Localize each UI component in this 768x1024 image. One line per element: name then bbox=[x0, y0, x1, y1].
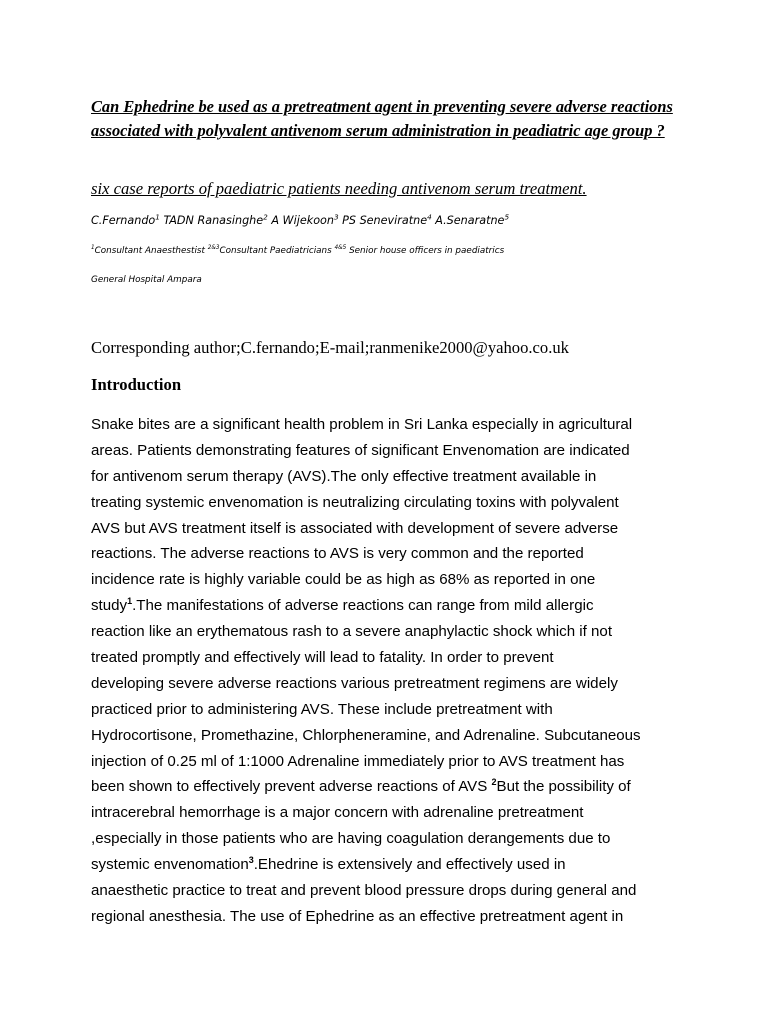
affiliation: Consultant Paediatricians bbox=[219, 246, 332, 256]
body-text: Hydrocortisone, Promethazine, Chlorpheneramine, and Adrenaline. Subcutaneous bbox=[91, 726, 641, 744]
author-affiliation-mark: 4 bbox=[427, 212, 432, 222]
body-text: treated promptly and effectively will lead to fatality. In order to prevent bbox=[91, 649, 554, 667]
body-line bbox=[91, 464, 691, 490]
affiliation-list bbox=[91, 243, 731, 259]
affiliation-mark: 2&3 bbox=[207, 245, 220, 252]
body-line bbox=[91, 800, 691, 826]
author-affiliation-mark: 3 bbox=[333, 212, 339, 222]
body-text: been shown to effectively prevent adverse reactions of AVS bbox=[91, 778, 492, 796]
author: PS Seneviratne bbox=[342, 214, 428, 227]
body-text: .Ehedrine is extensively and effectively used in bbox=[253, 856, 566, 874]
body-line bbox=[91, 490, 691, 516]
body-text: areas. Patients demonstrating features of significant Envenomation are indicated bbox=[91, 441, 630, 459]
body-line bbox=[91, 645, 691, 671]
affiliation: Senior house officers in paediatrics bbox=[349, 246, 505, 256]
body-text: study bbox=[91, 597, 128, 615]
body-text: incidence rate is highly variable could be as high as 68% as reported in one bbox=[91, 571, 596, 589]
body-text: AVS but AVS treatment itself is associated with development of severe adverse bbox=[91, 519, 619, 537]
body-text: practiced prior to administering AVS. These include pretreatment with bbox=[91, 700, 553, 718]
body-text: injection of 0.25 ml of 1:1000 Adrenaline immediately prior to AVS treatment has bbox=[91, 752, 625, 770]
body-text: ,especially in those patients who are having coagulation derangements due to bbox=[91, 830, 611, 848]
body-line bbox=[91, 671, 691, 697]
body-text: regional anesthesia. The use of Ephedrine as an effective pretreatment agent in bbox=[91, 907, 624, 925]
body-text: But the possibility of bbox=[496, 778, 631, 796]
body-line bbox=[91, 619, 691, 645]
body-line bbox=[91, 878, 691, 904]
citation-mark: 3 bbox=[248, 855, 254, 866]
institution: General Hospital Ampara bbox=[91, 275, 202, 285]
body-line bbox=[91, 541, 691, 567]
body-text: .The manifestations of adverse reactions can range from mild allergic bbox=[132, 597, 594, 615]
paper-title: Can Ephedrine be used as a pretreatment agent in preventing severe adverse reactions associated with polyvalent antivenom serum administration in peadiatric age group ? bbox=[91, 97, 673, 140]
body-line bbox=[91, 567, 691, 593]
author-list bbox=[91, 212, 731, 230]
body-text: reaction like an erythematous rash to a severe anaphylactic shock which if not bbox=[91, 623, 613, 641]
body-text: for antivenom serum therapy (AVS).The only effective treatment available in bbox=[91, 467, 597, 485]
body-line bbox=[91, 904, 691, 930]
body-line bbox=[91, 723, 691, 749]
body-line bbox=[91, 412, 691, 438]
body-text: anaesthetic practice to treat and prevent blood pressure drops during general and bbox=[91, 882, 637, 900]
author: A.Senaratne bbox=[435, 214, 505, 227]
body-line bbox=[91, 516, 691, 542]
body-text: treating systemic envenomation is neutralizing circulating toxins with polyvalent bbox=[91, 493, 619, 511]
body-line bbox=[91, 697, 691, 723]
body-text: intracerebral hemorrhage is a major concern with adrenaline pretreatment bbox=[91, 804, 584, 822]
body-line bbox=[91, 774, 691, 800]
body-text: reactions. The adverse reactions to AVS is very common and the reported bbox=[91, 545, 584, 563]
paper-subtitle: six case reports of paediatric patients needing antivenom serum treatment. bbox=[91, 179, 587, 198]
body-line bbox=[91, 438, 691, 464]
citation-mark: 2 bbox=[491, 777, 497, 788]
introduction-body bbox=[91, 412, 691, 930]
body-text: developing severe adverse reactions various pretreatment regimens are widely bbox=[91, 674, 618, 692]
body-text: systemic envenomation bbox=[91, 856, 249, 874]
affiliation-mark: 4&5 bbox=[334, 245, 347, 252]
body-line bbox=[91, 826, 691, 852]
author-affiliation-mark: 1 bbox=[155, 212, 160, 222]
affiliation-mark: 1 bbox=[91, 245, 95, 252]
body-text: Snake bites are a significant health problem in Sri Lanka especially in agricultural bbox=[91, 416, 633, 433]
author-affiliation-mark: 5 bbox=[504, 212, 510, 222]
affiliation: Consultant Anaesthestist bbox=[94, 246, 205, 256]
citation-mark: 1 bbox=[127, 596, 133, 607]
corresponding-author: Corresponding author;C.fernando;E-mail;ranmenike2000@yahoo.co.uk bbox=[91, 338, 569, 357]
body-line bbox=[91, 749, 691, 775]
section-heading-introduction: Introduction bbox=[91, 375, 182, 394]
body-line bbox=[91, 593, 691, 619]
author: TADN Ranasinghe bbox=[163, 214, 264, 227]
author: C.Fernando bbox=[91, 214, 156, 227]
author-affiliation-mark: 2 bbox=[263, 212, 268, 222]
body-line bbox=[91, 852, 691, 878]
author: A Wijekoon bbox=[271, 214, 334, 227]
